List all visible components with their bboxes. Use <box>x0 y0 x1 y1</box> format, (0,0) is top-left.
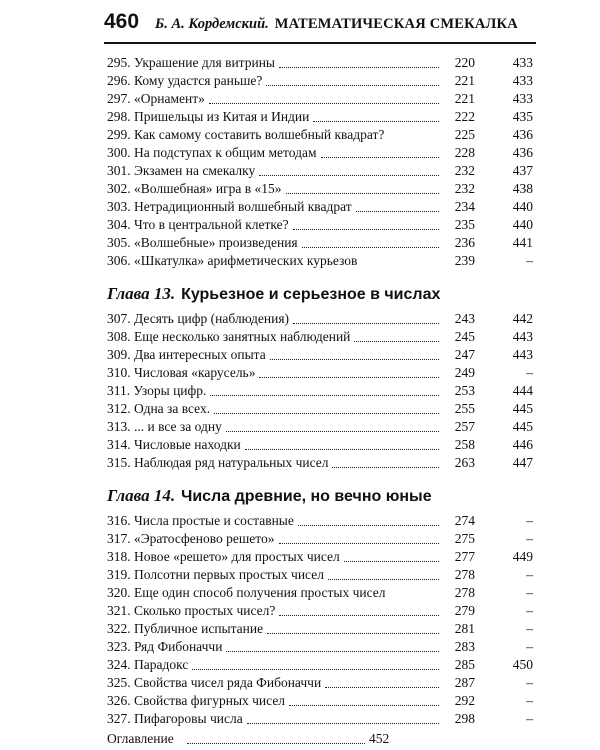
toc-entry: 301. Экзамен на смекалку 232 437 <box>107 163 533 178</box>
toc-entry: 324. Парадокс 285 450 <box>107 657 533 672</box>
toc-entry: 318. Новое «решето» для простых чисел 277 449 <box>107 549 533 564</box>
toc-entry: 317. «Эратосфеново решето» 275 – <box>107 531 533 546</box>
toc-entry: 300. На подступах к общим методам 228 436 <box>107 145 533 160</box>
running-title: МАТЕМАТИЧЕСКАЯ СМЕКАЛКА <box>274 16 518 32</box>
toc-entry: 319. Полсотни первых простых чисел 278 – <box>107 567 533 582</box>
chapter-14-heading: Глава 14. Числа древние, но вечно юные <box>107 486 432 505</box>
running-header <box>104 10 534 40</box>
toc-entry: 302. «Волшебная» игра в «15» 232 438 <box>107 181 533 196</box>
toc-entry: 306. «Шкатулка» арифметических курьезов 239 – <box>107 253 533 268</box>
toc-entry: 325. Свойства чисел ряда Фибоначчи 287 – <box>107 675 533 690</box>
toc-entry: 298. Пришельцы из Китая и Индии 222 435 <box>107 109 533 124</box>
toc-entry: 297. «Орнамент» 221 433 <box>107 91 533 106</box>
toc-entry: 316. Числа простые и составные 274 – <box>107 513 533 528</box>
chapter-13-heading: Глава 13. Курьезное и серьезное в числах <box>107 284 441 303</box>
toc-entry: 304. Что в центральной клетке? 235 440 <box>107 217 533 232</box>
toc-entry: 310. Числовая «карусель» 249 – <box>107 365 533 380</box>
toc-entry: 322. Публичное испытание 281 – <box>107 621 533 636</box>
toc-entry: 314. Числовые находки 258 446 <box>107 437 533 452</box>
toc-entry: 295. Украшение для витрины 220 433 <box>107 55 533 70</box>
toc-entry: 296. Кому удастся раньше? 221 433 <box>107 73 533 88</box>
toc-entry: 308. Еще несколько занятных наблюдений 245 443 <box>107 329 533 344</box>
toc-entry: 303. Нетрадиционный волшебный квадрат 234 440 <box>107 199 533 214</box>
toc-entry: 313. ... и все за одну 257 445 <box>107 419 533 434</box>
toc-entry: 307. Десять цифр (наблюдения) 243 442 <box>107 311 533 326</box>
toc-footer-entry: Оглавление 452 <box>107 731 390 746</box>
toc-entry: 321. Сколько простых чисел? 279 – <box>107 603 533 618</box>
toc-entry: 299. Как самому составить волшебный квадрат? 225 436 <box>107 127 533 142</box>
running-author: Б. А. Кордемский. <box>155 16 269 32</box>
toc-entry: 327. Пифагоровы числа 298 – <box>107 711 533 726</box>
toc-entry: 323. Ряд Фибоначчи 283 – <box>107 639 533 654</box>
header-rule <box>104 42 536 44</box>
page-number: 460 <box>104 10 140 33</box>
toc-entry: 309. Два интересных опыта 247 443 <box>107 347 533 362</box>
toc-entry: 315. Наблюдая ряд натуральных чисел 263 447 <box>107 455 533 470</box>
toc-entry: 311. Узоры цифр. 253 444 <box>107 383 533 398</box>
toc-entry: 312. Одна за всех. 255 445 <box>107 401 533 416</box>
toc-entry: 320. Еще один способ получения простых чисел 278 – <box>107 585 533 600</box>
toc-entry: 305. «Волшебные» произведения 236 441 <box>107 235 533 250</box>
toc-entry: 326. Свойства фигурных чисел 292 – <box>107 693 533 708</box>
